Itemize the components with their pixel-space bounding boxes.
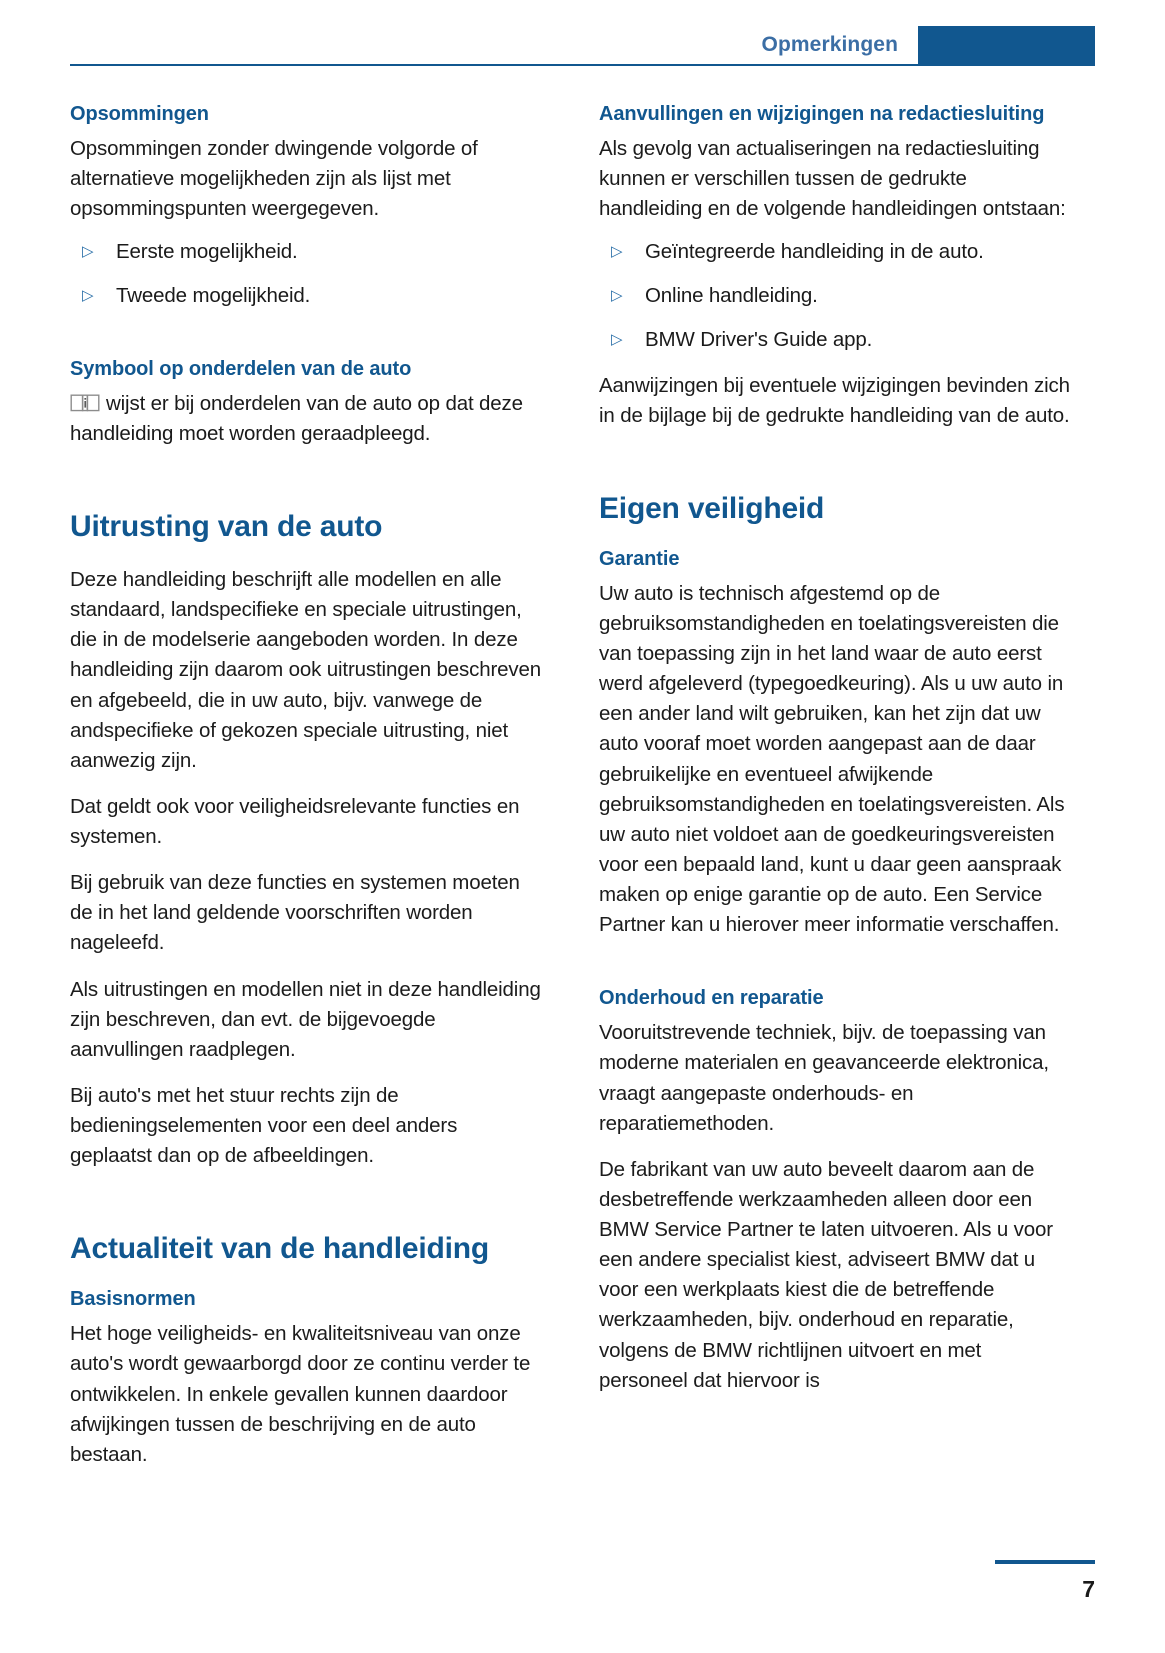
list-handleidingen [599, 237, 1072, 354]
right-column [599, 102, 1072, 1533]
paragraph-symbool-text: wijst er bij onderdelen van de auto op dat deze handleiding moet worden geraadpleegd. [70, 391, 523, 445]
list-item-label: Eerste mogelijkheid. [116, 240, 298, 264]
triangle-bullet-icon: ▷ [611, 243, 623, 261]
paragraph-aanvullingen-intro: Als gevolg van actualiseringen na redactiesluiting kunnen er verschillen tussen de gedrukte handleiding en de volgende handleidingen ontstaan: [599, 137, 1066, 221]
list-item [70, 237, 543, 267]
heading-actualiteit-van-de-handleiding: Actualiteit van de handleiding [70, 1232, 490, 1266]
spacer [70, 465, 543, 509]
paragraph-garantie: Uw auto is technisch afgestemd op de gebruiksomstandigheden en toelatingsvereisten die van toepassing zijn in het land waar de auto eerst werd afgeleverd (typegoedkeuring). Als u uw auto in een ander land wilt gebruiken, kan het zijn dat uw auto vooraf moet worden aangepast aan de daar gebruikelijke en eventueel afwijkende gebruiksomstandigheden en toelatingsvereisten. Als uw auto niet voldoet aan de goedkeuringsvereisten voor een bepaald land, kunt u daar geen aanspraak maken op enige garantie op de auto. Een Service Partner kan u hierover meer informatie verschaffen. [599, 581, 1065, 937]
spacer [70, 327, 543, 357]
paragraph-symbool [70, 389, 543, 449]
list-item [599, 281, 1072, 311]
paragraph-aanvullingen-outro: Aanwijzingen bij eventuele wijzigingen bevinden zich in de bijlage bij de gedrukte handleiding van de auto. [599, 373, 1070, 427]
paragraph-uitrusting-3: Bij gebruik van deze functies en systemen moeten de in het land geldende voorschriften worden nageleefd. [70, 871, 520, 955]
list-item-label: BMW Driver's Guide app. [645, 327, 873, 351]
heading-eigen-veiligheid: Eigen veiligheid [599, 491, 825, 525]
list-item-label: Tweede mogelijkheid. [116, 284, 311, 308]
footer-divider-rule [995, 1560, 1095, 1564]
spacer [70, 1187, 543, 1231]
paragraph-basisnormen: Het hoge veiligheids- en kwaliteitsniveau van onze auto's wordt gewaarborgd door ze continu verder te ontwikkelen. In enkele gevallen kunnen daardoor afwijkingen tussen de beschrijving en de auto bestaan. [70, 1322, 531, 1466]
paragraph-uitrusting-5: Bij auto's met het stuur rechts zijn de bedieningselementen voor een deel anders geplaatst dan op de afbeeldingen. [70, 1083, 458, 1168]
list-opsommingen [70, 237, 543, 310]
heading-opsommingen: Opsommingen [70, 103, 209, 125]
page-footer [70, 1560, 1095, 1601]
book-info-icon [70, 392, 100, 412]
heading-garantie: Garantie [599, 547, 680, 570]
heading-aanvullingen-en-wijzigingen: Aanvullingen en wijzigingen na redactiesluiting [599, 103, 1045, 125]
header-row [70, 26, 1095, 64]
left-column [70, 102, 543, 1533]
spacer [599, 447, 1072, 491]
paragraph-uitrusting-1: Deze handleiding beschrijft alle modellen en alle standaard, landspecifieke en speciale uitrustingen, die in de modelserie aangeboden worden. In deze handleiding zijn daarom ook uitrustingen beschreven en afgebeeld, die in uw auto, bijv. vanwege de andspecifieke of gekozen speciale uitrusting, niet aanwezig zijn. [70, 568, 541, 772]
list-item-label: Online handleiding. [645, 284, 818, 308]
paragraph-onderhoud-2: De fabrikant van uw auto beveelt daarom aan de desbetreffende werkzaamheden alleen door een BMW Service Partner te laten uitvoeren. Als u voor een andere specialist kiest, adviseert BMW dat u voor een werkplaats kiest die de betreffende werkzaamheden, bijv. onderhoud en reparatie, volgens de BMW richtlijnen uitvoert en met personeel dat hiervoor is [599, 1157, 1053, 1392]
heading-basisnormen: Basisnormen [70, 1288, 196, 1311]
paragraph-uitrusting-2: Dat geldt ook voor veiligheidsrelevante functies en systemen. [70, 794, 520, 849]
list-item [599, 237, 1072, 267]
paragraph-onderhoud-1: Vooruitstrevende techniek, bijv. de toepassing van moderne materialen en geavanceerde elektronica, vraagt aangepaste onderhouds- en reparatiemethoden. [599, 1021, 1049, 1135]
heading-uitrusting-van-de-auto: Uitrusting van de auto [70, 510, 383, 544]
paragraph-opsommingen: Opsommingen zonder dwingende volgorde of alternatieve mogelijkheden zijn als lijst met opsommingspunten weergegeven. [70, 137, 478, 221]
heading-onderhoud-en-reparatie: Onderhoud en reparatie [599, 987, 824, 1010]
triangle-bullet-icon: ▷ [82, 287, 94, 305]
heading-symbool-op-onderdelen: Symbool op onderdelen van de auto [70, 357, 412, 380]
triangle-bullet-icon: ▷ [611, 287, 623, 305]
list-item [599, 325, 1072, 355]
page-number: 7 [1082, 1576, 1095, 1602]
header-divider-rule [70, 64, 1095, 66]
list-item-label: Geïntegreerde handleiding in de auto. [645, 240, 984, 264]
triangle-bullet-icon: ▷ [82, 243, 94, 261]
body-columns [70, 102, 1095, 1533]
list-item [70, 281, 543, 311]
running-header-title: Opmerkingen [761, 33, 898, 56]
triangle-bullet-icon: ▷ [611, 330, 623, 348]
paragraph-uitrusting-4: Als uitrustingen en modellen niet in deze handleiding zijn beschreven, dan evt. de bijgevoegde aanvullingen raadplegen. [70, 977, 541, 1061]
spacer [599, 956, 1072, 986]
page-header [70, 26, 1095, 70]
header-color-block [918, 26, 1095, 64]
